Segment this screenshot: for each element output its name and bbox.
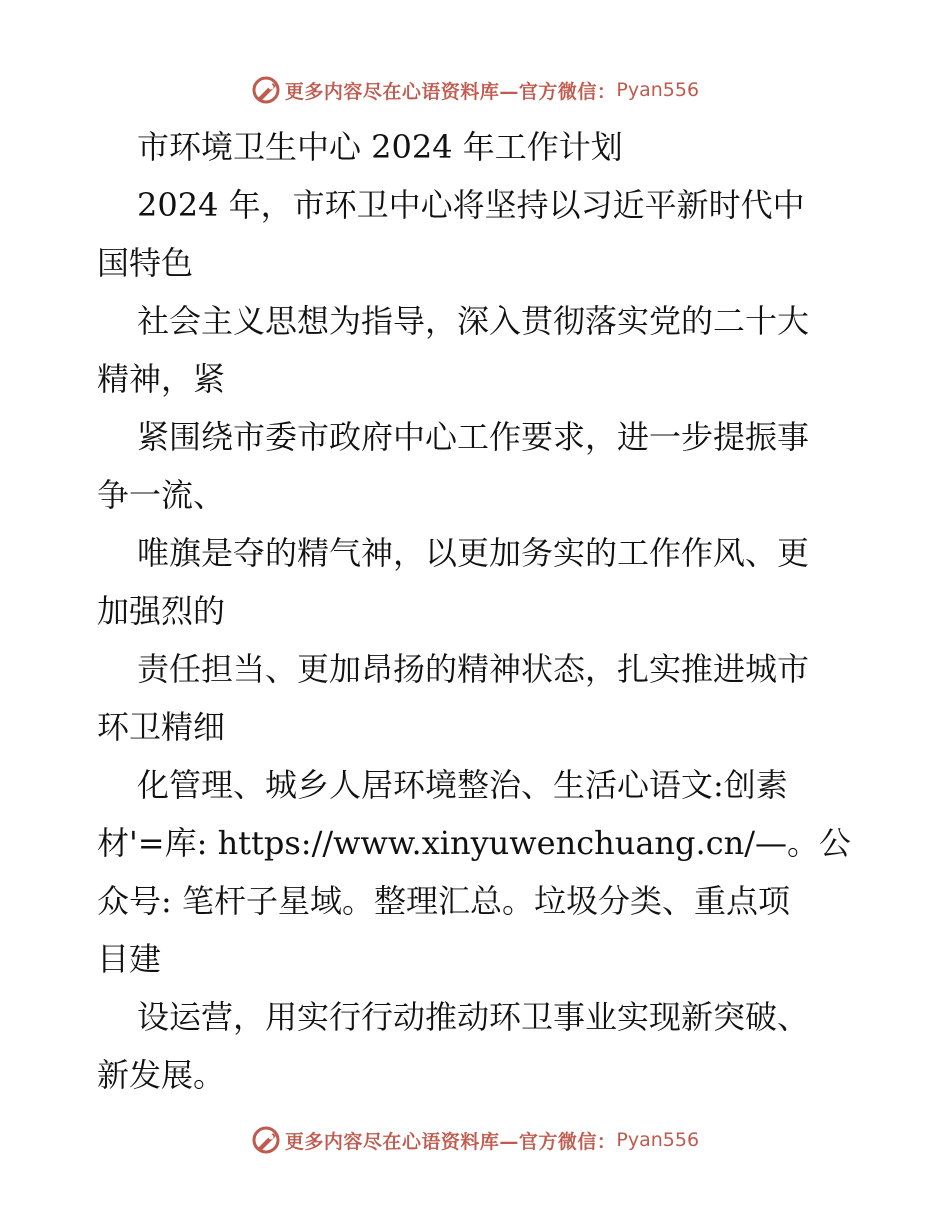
text-line: 新发展。	[97, 1056, 226, 1094]
text-line: 唯旗是夺的精气神，以更加务实的工作作风、更	[137, 534, 810, 572]
banner-wechat-id: Pyan556	[616, 1129, 700, 1151]
footer-banner	[0, 1120, 950, 1160]
text-line: 众号: 笔杆子星域。整理汇总。垃圾分类、重点项	[97, 882, 790, 920]
document-body	[97, 118, 857, 1104]
header-banner	[0, 70, 950, 110]
text-line: 国特色	[97, 244, 194, 282]
banner-wechat-id: Pyan556	[616, 79, 700, 101]
pen-logo-icon	[251, 1125, 281, 1155]
pen-logo-icon	[251, 75, 281, 105]
text-line: 加强烈的	[97, 592, 226, 630]
text-line: 紧围绕市委市政府中心工作要求，进一步提振事	[137, 418, 810, 456]
banner-text: 更多内容尽在心语资料库—官方微信：	[284, 80, 617, 103]
text-line: 设运营，用实行行动推动环卫事业实现新突破、	[137, 998, 810, 1036]
text-line: 社会主义思想为指导，深入贯彻落实党的二十大	[137, 302, 810, 340]
text-line: 责任担当、更加昂扬的精神状态，扎实推进城市	[137, 650, 810, 688]
text-line: 环卫精细	[97, 708, 226, 746]
text-line: 材'=库: https://www.xinyuwenchuang.cn/—。公	[97, 824, 852, 862]
text-line: 化管理、城乡人居环境整治、生活心语文:创素	[137, 766, 788, 804]
text-line: 目建	[97, 940, 162, 978]
document-title: 市环境卫生中心 2024 年工作计划	[137, 128, 623, 166]
text-line: 2024 年，市环卫中心将坚持以习近平新时代中	[137, 186, 805, 224]
banner-text: 更多内容尽在心语资料库—官方微信：	[284, 1130, 617, 1153]
text-line: 精神，紧	[97, 360, 226, 398]
text-line: 争一流、	[97, 476, 226, 514]
